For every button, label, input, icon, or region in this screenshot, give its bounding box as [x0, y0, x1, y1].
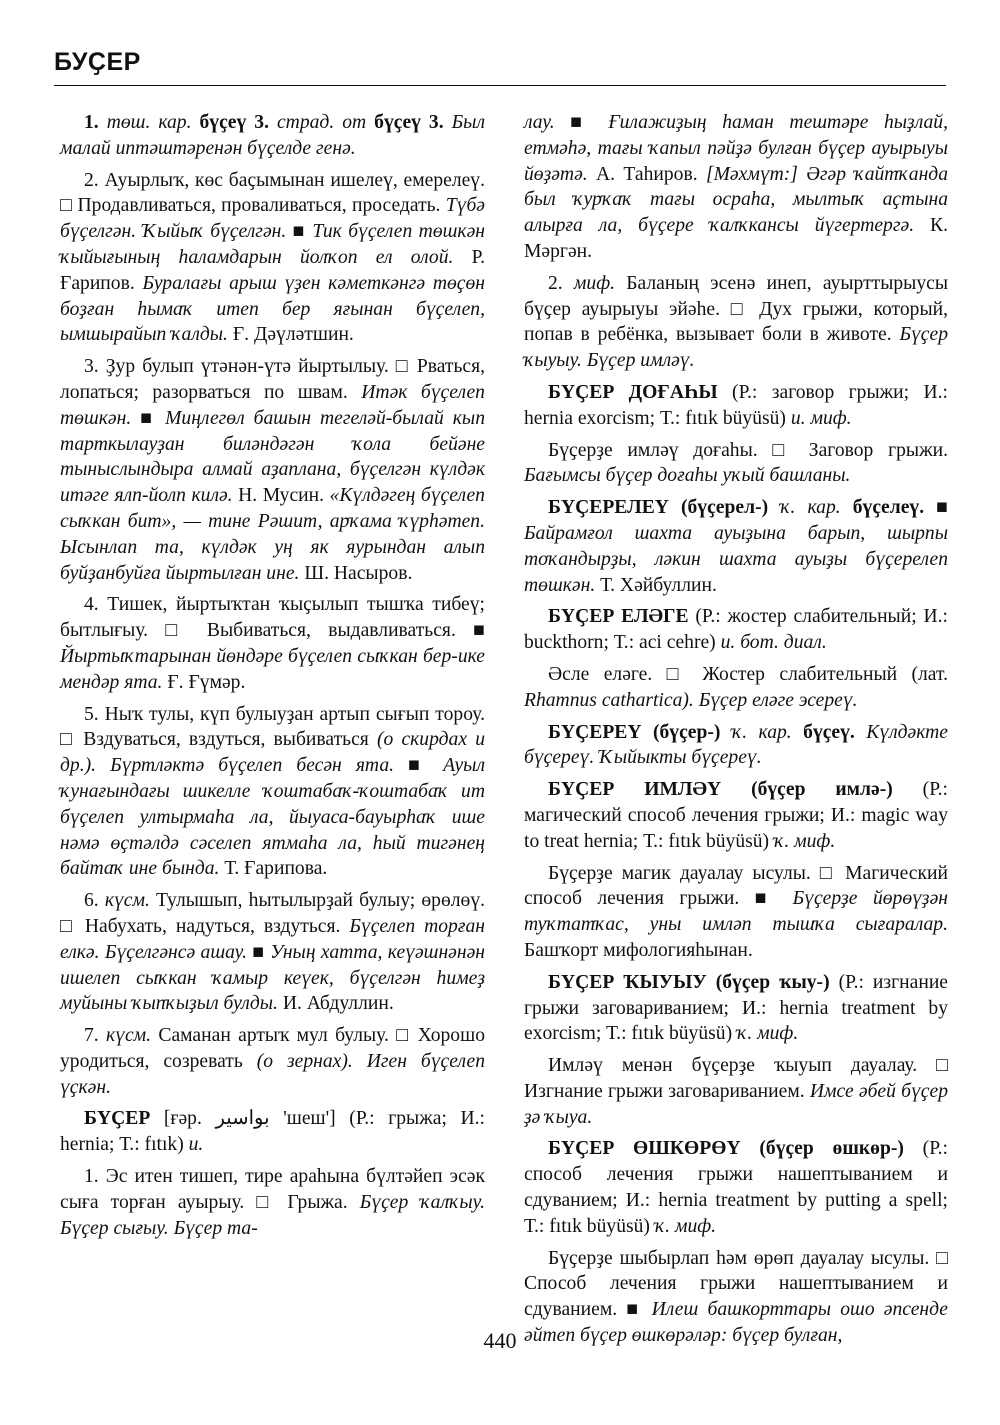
definition-text: Саманан артыҡ мул булыу. □ Хорошо уродиться, созревать [60, 1025, 485, 1072]
dictionary-paragraph [524, 110, 948, 265]
dictionary-paragraph [524, 495, 948, 598]
definition-text: Имләү менән бүҫерҙе ҡыуып дауалау. □ Изгнание грыжи заговариванием. [524, 1055, 948, 1102]
definition-text: Ғ. Ғүмәр. [167, 671, 246, 693]
dictionary-paragraph [524, 970, 948, 1047]
definition-text: ■ [570, 112, 609, 133]
example-text: «Күлдәгең бүҫелеп сыҡкан бит», — тине Рәшит, арҡама ҡүрһәтеп. Ысынлап та, күлдәк уң як яурындан алып буйҙанбуйға йыртылған ине. [60, 485, 485, 584]
definition-text: (Р.: магический способ лечения грыжи; И.: magic way to treat hernia; Т.: fıtık büyüsü) [524, 779, 948, 852]
dictionary-paragraph [524, 438, 948, 490]
definition-text: Т. Хәйбуллин. [600, 574, 717, 596]
dictionary-paragraph [524, 604, 948, 656]
definition-text: ■ [252, 941, 271, 963]
definition-text: (Р.: заговор грыжи; И.: hernia exorcism; Т.: fıtık büyüsü) [524, 381, 948, 429]
example-text: Тик бүҫелеп төшкән ҡыйығының һаламдарын йолҡоп ел олой. [60, 221, 485, 268]
right-column [524, 110, 948, 1355]
definition-text: Бүҫерҙе имләү доғаһы. □ Заговор грыжи. [548, 439, 948, 461]
definition-text: Т. Ғарипова. [224, 858, 328, 880]
definition-text: ■ [924, 497, 949, 519]
example-text: (о скирдах и др.). Бүртләктә бүҫелеп бесән ята. [60, 729, 485, 777]
dictionary-paragraph [60, 110, 485, 162]
definition-text: 4. Тишек, йыртыҡтан ҡыҫылып тышҡа тибеү; бытлығыу. □ Выбиваться, выдавливаться. [60, 594, 485, 642]
definition-text: ■ [408, 755, 444, 777]
dictionary-paragraph [60, 1164, 485, 1241]
dictionary-paragraph [524, 777, 948, 854]
dictionary-paragraph [524, 380, 948, 432]
headword-text: БҮҪЕР ЕЛӘГЕ [548, 606, 696, 628]
example-text: ҡ. кар. [731, 721, 804, 743]
example-text: Уның хатта, кеүәшнәнән ишелеп сыҡкан ҡамыр кеүек, бүҫелгән һимеҙ муйыны ҡыпҡыҙыл булды. [60, 941, 486, 1015]
definition-text: 1. Эс итен тишеп, тире араһына бүлтәйеп эсәк сыға торған ауырыу. □ Грыжа. [60, 1166, 485, 1213]
definition-text: ■ [473, 620, 485, 642]
definition-text: Ғ. Дәүләтшин. [232, 324, 354, 346]
example-text: ҡ. миф. [737, 1023, 799, 1045]
definition-text: 7. [84, 1025, 107, 1047]
headword-text: БҮҪЕРЕЛЕҮ (бүҫерел-) [548, 497, 781, 519]
running-head: БУҪЕР [54, 48, 141, 76]
example-text: Бүҫер ҡыуыу. Бүҫер имләү. [524, 324, 948, 372]
example-text: страд. от [276, 112, 375, 133]
example-text: (о зернах). Иген бүҫелеп үҫкән. [60, 1050, 485, 1098]
definition-text: Әсле еләге. □ Жостер слабительный (лат. [548, 663, 948, 685]
example-text: и. бот. диал. [720, 632, 827, 654]
example-text: Күлдәкте бүҫереү. Ҡыйыкты бүҫереү. [524, 721, 948, 769]
example-text: ҡ. миф. [654, 1215, 717, 1237]
headword-text: БҮҪЕР ҠЫУЫУ (бүҫер ҡыу-) [548, 971, 839, 993]
dictionary-paragraph [60, 354, 485, 586]
dictionary-paragraph [60, 888, 485, 1017]
definition-text: 3. Ҙур булып үтәнән-үтә йыртылыу. □ Рваться, лопаться; разорваться по швам. [60, 356, 485, 403]
dictionary-paragraph [524, 1053, 948, 1130]
headword-text: 1. [84, 112, 107, 133]
example-text: Бүҫерҙе йөрөүҙән туҡтатҡас, уны имләп тышҡа сығаралар. [524, 888, 948, 936]
dictionary-paragraph [524, 271, 948, 374]
example-text: и. [188, 1134, 204, 1156]
dictionary-paragraph [60, 1106, 485, 1158]
example-text: миф. [573, 272, 627, 294]
example-text: күсм. [104, 890, 157, 912]
headword-text: БҮҪЕР ӨШКӨРӨҮ (бүҫер өшкөр-) [548, 1138, 923, 1160]
dictionary-paragraph [524, 861, 948, 964]
dictionary-paragraph [60, 168, 485, 349]
example-text: Бүҫер ҡалҡыу. Бүҫер сығыу. Бүҫер та- [60, 1191, 485, 1239]
example-text: төш. кар. [106, 112, 200, 133]
definition-text: Р. Ғарипов. [60, 246, 485, 294]
headword-text: БҮҪЕР ИМЛӘҮ (бүҫер имлә-) [548, 779, 923, 801]
page-number: 440 [483, 1328, 517, 1353]
dictionary-paragraph [60, 592, 485, 695]
example-text: лау. [524, 112, 571, 133]
example-text: Йыртыҡтарынан йөндәре бүҫелеп сыҡкан бер-ике мендәр ята. [60, 645, 485, 693]
definition-text: К. Мәргән. [524, 215, 948, 262]
definition-text: (Р.: способ лечения грыжи нашептыванием и сдуванием; И.: hernia treatment by putting a spell; Т.: fıtık büyüsü) [524, 1138, 948, 1237]
headword-text: БҮҪЕР [84, 1108, 164, 1130]
definition-text: Н. Мусин. [238, 485, 330, 507]
left-column [60, 110, 485, 1247]
headword-text: БҮҪЕР ДОҒАҺЫ [548, 381, 733, 403]
definition-text: Бүҫерҙе шыбырлап һәм өрөп дауалау ысулы. □ Способ лечения грыжи нашептыванием и сдуванием. [524, 1247, 948, 1321]
definition-text: 6. [84, 890, 105, 912]
example-text: Итәк бүҫелеп төшкән. [60, 381, 485, 429]
definition-text: (Р.: жостер слабительный; И.: buckthorn; Т.: aci cehre) [524, 606, 948, 654]
definition-text: А. Таһиров. [596, 163, 706, 185]
example-text: ҡ. кар. [780, 497, 853, 519]
example-text: Байрамғол шахта ауыҙына барып, шырпы тоҡандырҙы, ләкин шахта ауыҙы бүҫерелеп төшкән. [524, 522, 948, 596]
dictionary-paragraph [524, 1136, 948, 1239]
definition-text: ■ [626, 1299, 652, 1321]
header-rule [54, 85, 946, 86]
example-text: Rhamnus cathartica). Бүҫер еләге эсереү. [524, 689, 858, 711]
example-text: ҡ. миф. [773, 830, 836, 852]
headword-text: бүҫеү. [803, 721, 867, 743]
definition-text: Башҡорт мифологияһынан. [524, 939, 753, 961]
example-text: [Мәхмүт:] Әгәр ҡайтҡанда был ҡурҡаҡ тағы осраһа, мылтыҡ аҫтына алырға ла, бүҫере ҡалҡкансы йүгертергә. [524, 163, 949, 237]
headword-text: бүҫеү 3. [199, 112, 277, 133]
example-text: Илеш башкорттары ошо әпсенде әйтеп бүҫер өшкөрәләр: бүҫер булған, [524, 1299, 948, 1347]
definition-text: 2. Ауырлыҡ, көс баҫымынан ишелеү, емерелеү. □ Продавливаться, проваливаться, проседать. [60, 169, 485, 217]
dictionary-paragraph [60, 702, 485, 883]
example-text: Буралағы арыш үҙен кәметкәнгә төҫөн боҙған һымаҡ итеп бер яғынан бүҫелеп, ымшырайып ҡалды. [60, 272, 485, 346]
example-text: и. миф. [790, 407, 852, 429]
definition-text: Ш. Насыров. [304, 562, 413, 584]
headword-text: бүҫеү 3. [374, 112, 452, 133]
definition-text: Баланың эсенә инеп, ауырттырыусы бүҫер ауырыуы эйәһе. □ Дух грыжи, который, попав в ребёнка, вызывает боли в животе. [524, 272, 948, 346]
definition-text: Тулышып, һытылырҙай булыу; өрөлөү. □ Набухать, надуться, вздуться. [60, 890, 486, 937]
definition-text: [ғәр. بواسير 'шеш'] (Р.: грыжа; И.: hernia; Т.: fıtık) [60, 1108, 485, 1156]
dictionary-paragraph [524, 720, 948, 772]
dictionary-paragraph [524, 662, 948, 714]
definition-text: ■ [292, 221, 313, 243]
headword-text: БҮҪЕРЕҮ (бүҫер-) [548, 721, 732, 743]
example-text: Түбә бүҫелгән. Ҡыйыҡ бүҫелгән. [60, 195, 485, 243]
example-text: Был малай иптәштәренән бүҫелде генә. [60, 112, 485, 159]
definition-text: (Р.: изгнание грыжи заговариванием; И.: hernia treatment by exorcism; Т.: fıtık büyüsü) [524, 971, 949, 1045]
definition-text: ■ [754, 888, 793, 910]
definition-text: 5. Ныҡ тулы, күп булыуҙан артып сығып тороу. □ Вздуваться, вздуться, выбиваться [60, 703, 485, 751]
example-text: Имсе әбей бүҫер ҙә ҡыуа. [524, 1080, 948, 1128]
headword-text: бүҫелеү. [852, 497, 925, 519]
example-text: Бағымсы бүҫер доғаһы уҡый башланы. [524, 465, 851, 487]
definition-text: 2. [548, 272, 574, 294]
example-text: Миңлегөл башын тегеләй-былай кып тарткылауҙан биләндәгән ҡола бейәне тыныслындыра алмай аҙаплана, бүҫелгән күлдәк итәге ялп-йолп килә. [60, 407, 485, 507]
definition-text: Бүҫерҙе магик дауалау ысулы. □ Магический способ лечения грыжи. [524, 862, 948, 910]
definition-text: И. Абдуллин. [282, 993, 394, 1015]
example-text: Ғилажиҙың һаман тештәре һыҙлай, етмәһә, тағы ҡапыл пәйҙә булған бүҫер ауырыуы йөҙәтә. [524, 112, 948, 185]
example-text: Ауыл ҡунағындағы шикелле ҡоштабаҡ-ҡоштабаҡ ит бүҫелеп ултырмаһа ла, йыуаса-бауырһаҡ ише нәмә өҫтәлдә сәселеп ятмаһа ла, һый тигәнең байтаҡ ине бында. [60, 755, 485, 880]
definition-text: ■ [140, 407, 166, 429]
example-text: Бүҫелеп торған елкә. Бүҫелгәнсә ашау. [60, 915, 486, 963]
example-text: күсм. [106, 1025, 159, 1047]
dictionary-paragraph [60, 1023, 485, 1100]
